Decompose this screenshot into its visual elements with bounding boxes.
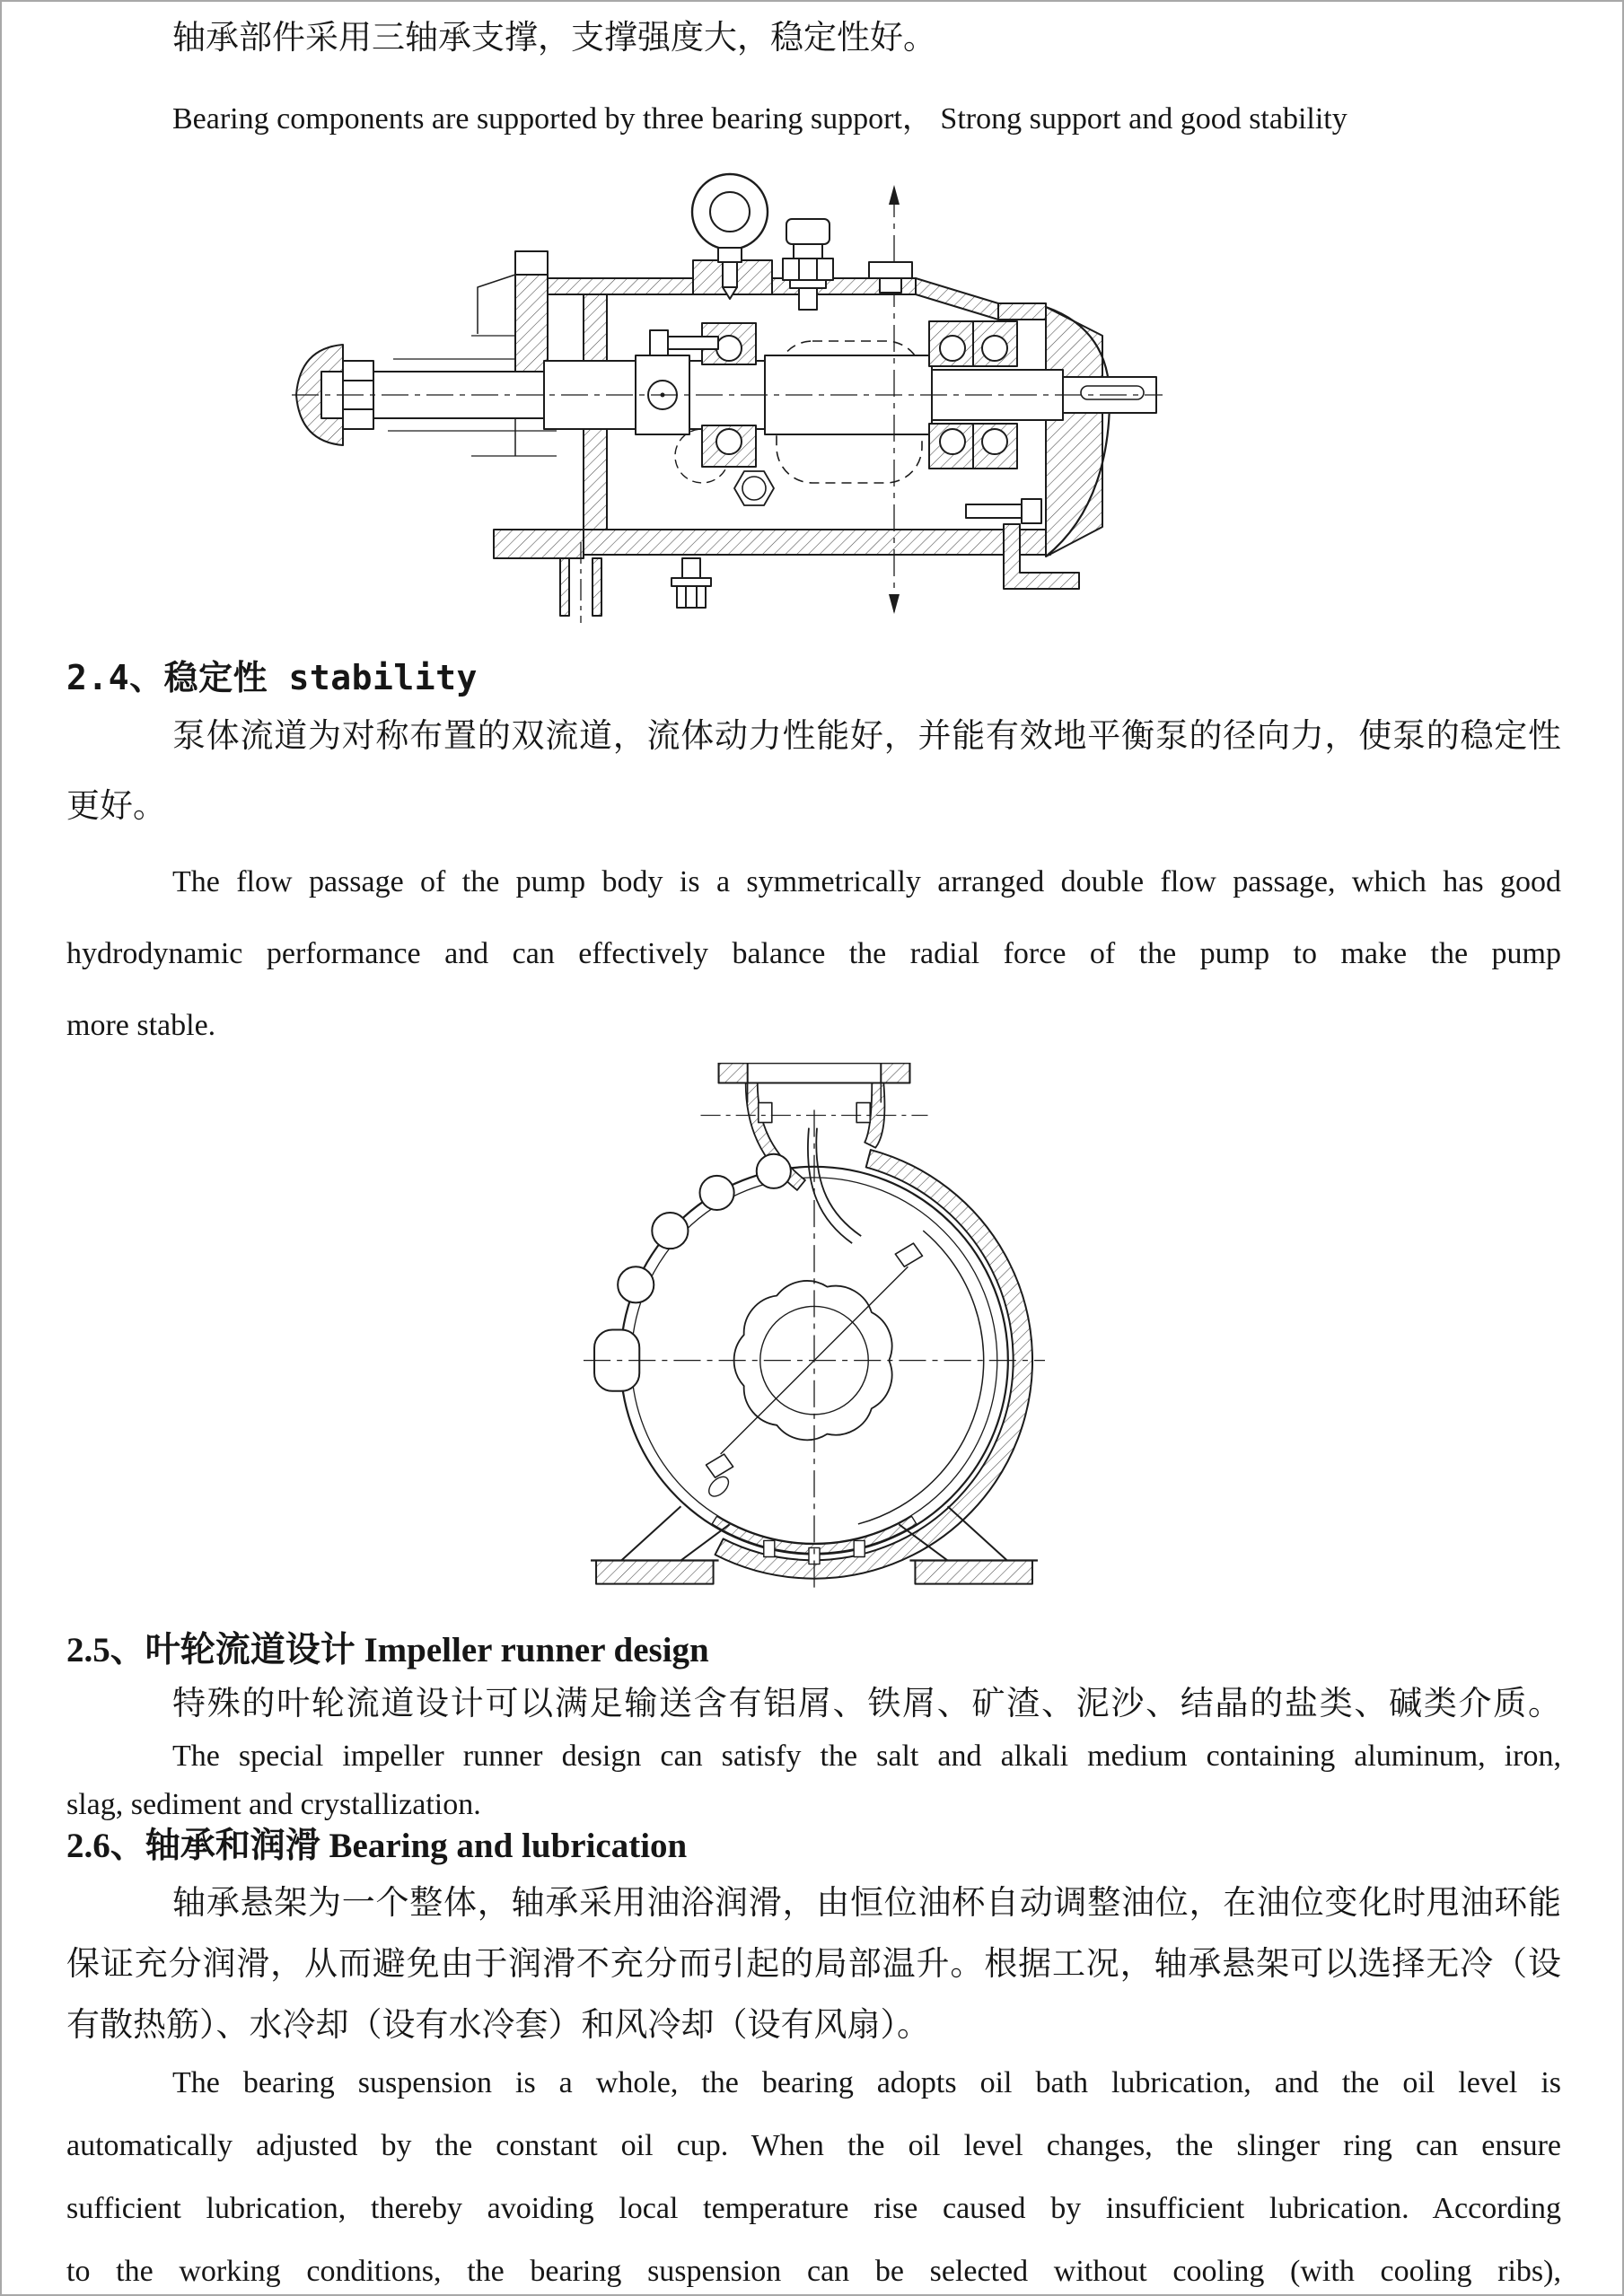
section-2-6-heading: 2.6、轴承和润滑 Bearing and lubrication [66,1827,688,1865]
s25-en-line: slag, sediment and crystallization. [66,1788,481,1821]
s26-cn-line: 保证充分润滑，从而避免由于润滑不充分而引起的局部温升。根据工况，轴承悬架可以选择无冷（设 [66,1946,1561,1983]
s24-en-line: more stable. [66,1009,216,1042]
s24-cn-line: 更好。 [66,788,166,825]
s26-en-line: sufficient lubrication, thereby avoiding local temperature rise caused by insufficient lubrication. According [66,2192,1561,2225]
s25-en-line: The special impeller runner design can satisfy the salt and alkali medium containing aluminum, iron, [172,1740,1561,1773]
figure-bearing-assembly-cross-section [287,172,1167,626]
s26-en-line: The bearing suspension is a whole, the bearing adopts oil bath lubrication, and the oil level is [172,2066,1561,2099]
s26-en-line: automatically adjusted by the constant oil cup. When the oil level changes, the slinger ring can ensure [66,2129,1561,2162]
intro-line-cn: 轴承部件采用三轴承支撑，支撑强度大，稳定性好。 [172,20,936,57]
section-2-5-heading: 2.5、叶轮流道设计 Impeller runner design [66,1631,709,1669]
intro-line-en: Bearing components are supported by three bearing support， Strong support and good stability [172,102,1347,136]
s25-cn-line: 特殊的叶轮流道设计可以满足输送含有铝屑、铁屑、矿渣、泥沙、结晶的盐类、碱类介质。 [172,1686,1561,1722]
s26-cn-line: 轴承悬架为一个整体，轴承采用油浴润滑，由恒位油杯自动调整油位，在油位变化时甩油环能 [172,1885,1561,1922]
section-2-4-heading: 2.4、稳定性 stability [66,658,478,697]
s24-cn-line: 泵体流道为对称布置的双流道，流体动力性能好，并能有效地平衡泵的径向力，使泵的稳定性 [172,718,1561,755]
s24-en-line: hydrodynamic performance and can effectively balance the radial force of the pump to make the pump [66,937,1561,970]
s26-en-line: to the working conditions, the bearing suspension can be selected without cooling (with cooling ribs), [66,2255,1561,2288]
s24-en-line: The flow passage of the pump body is a symmetrically arranged double flow passage, which has good [172,865,1561,898]
s26-cn-line: 有散热筋）、水冷却（设有水冷套）和风冷却（设有风扇）。 [66,2007,930,2044]
figure-pump-volute-front-view [584,1063,1045,1591]
